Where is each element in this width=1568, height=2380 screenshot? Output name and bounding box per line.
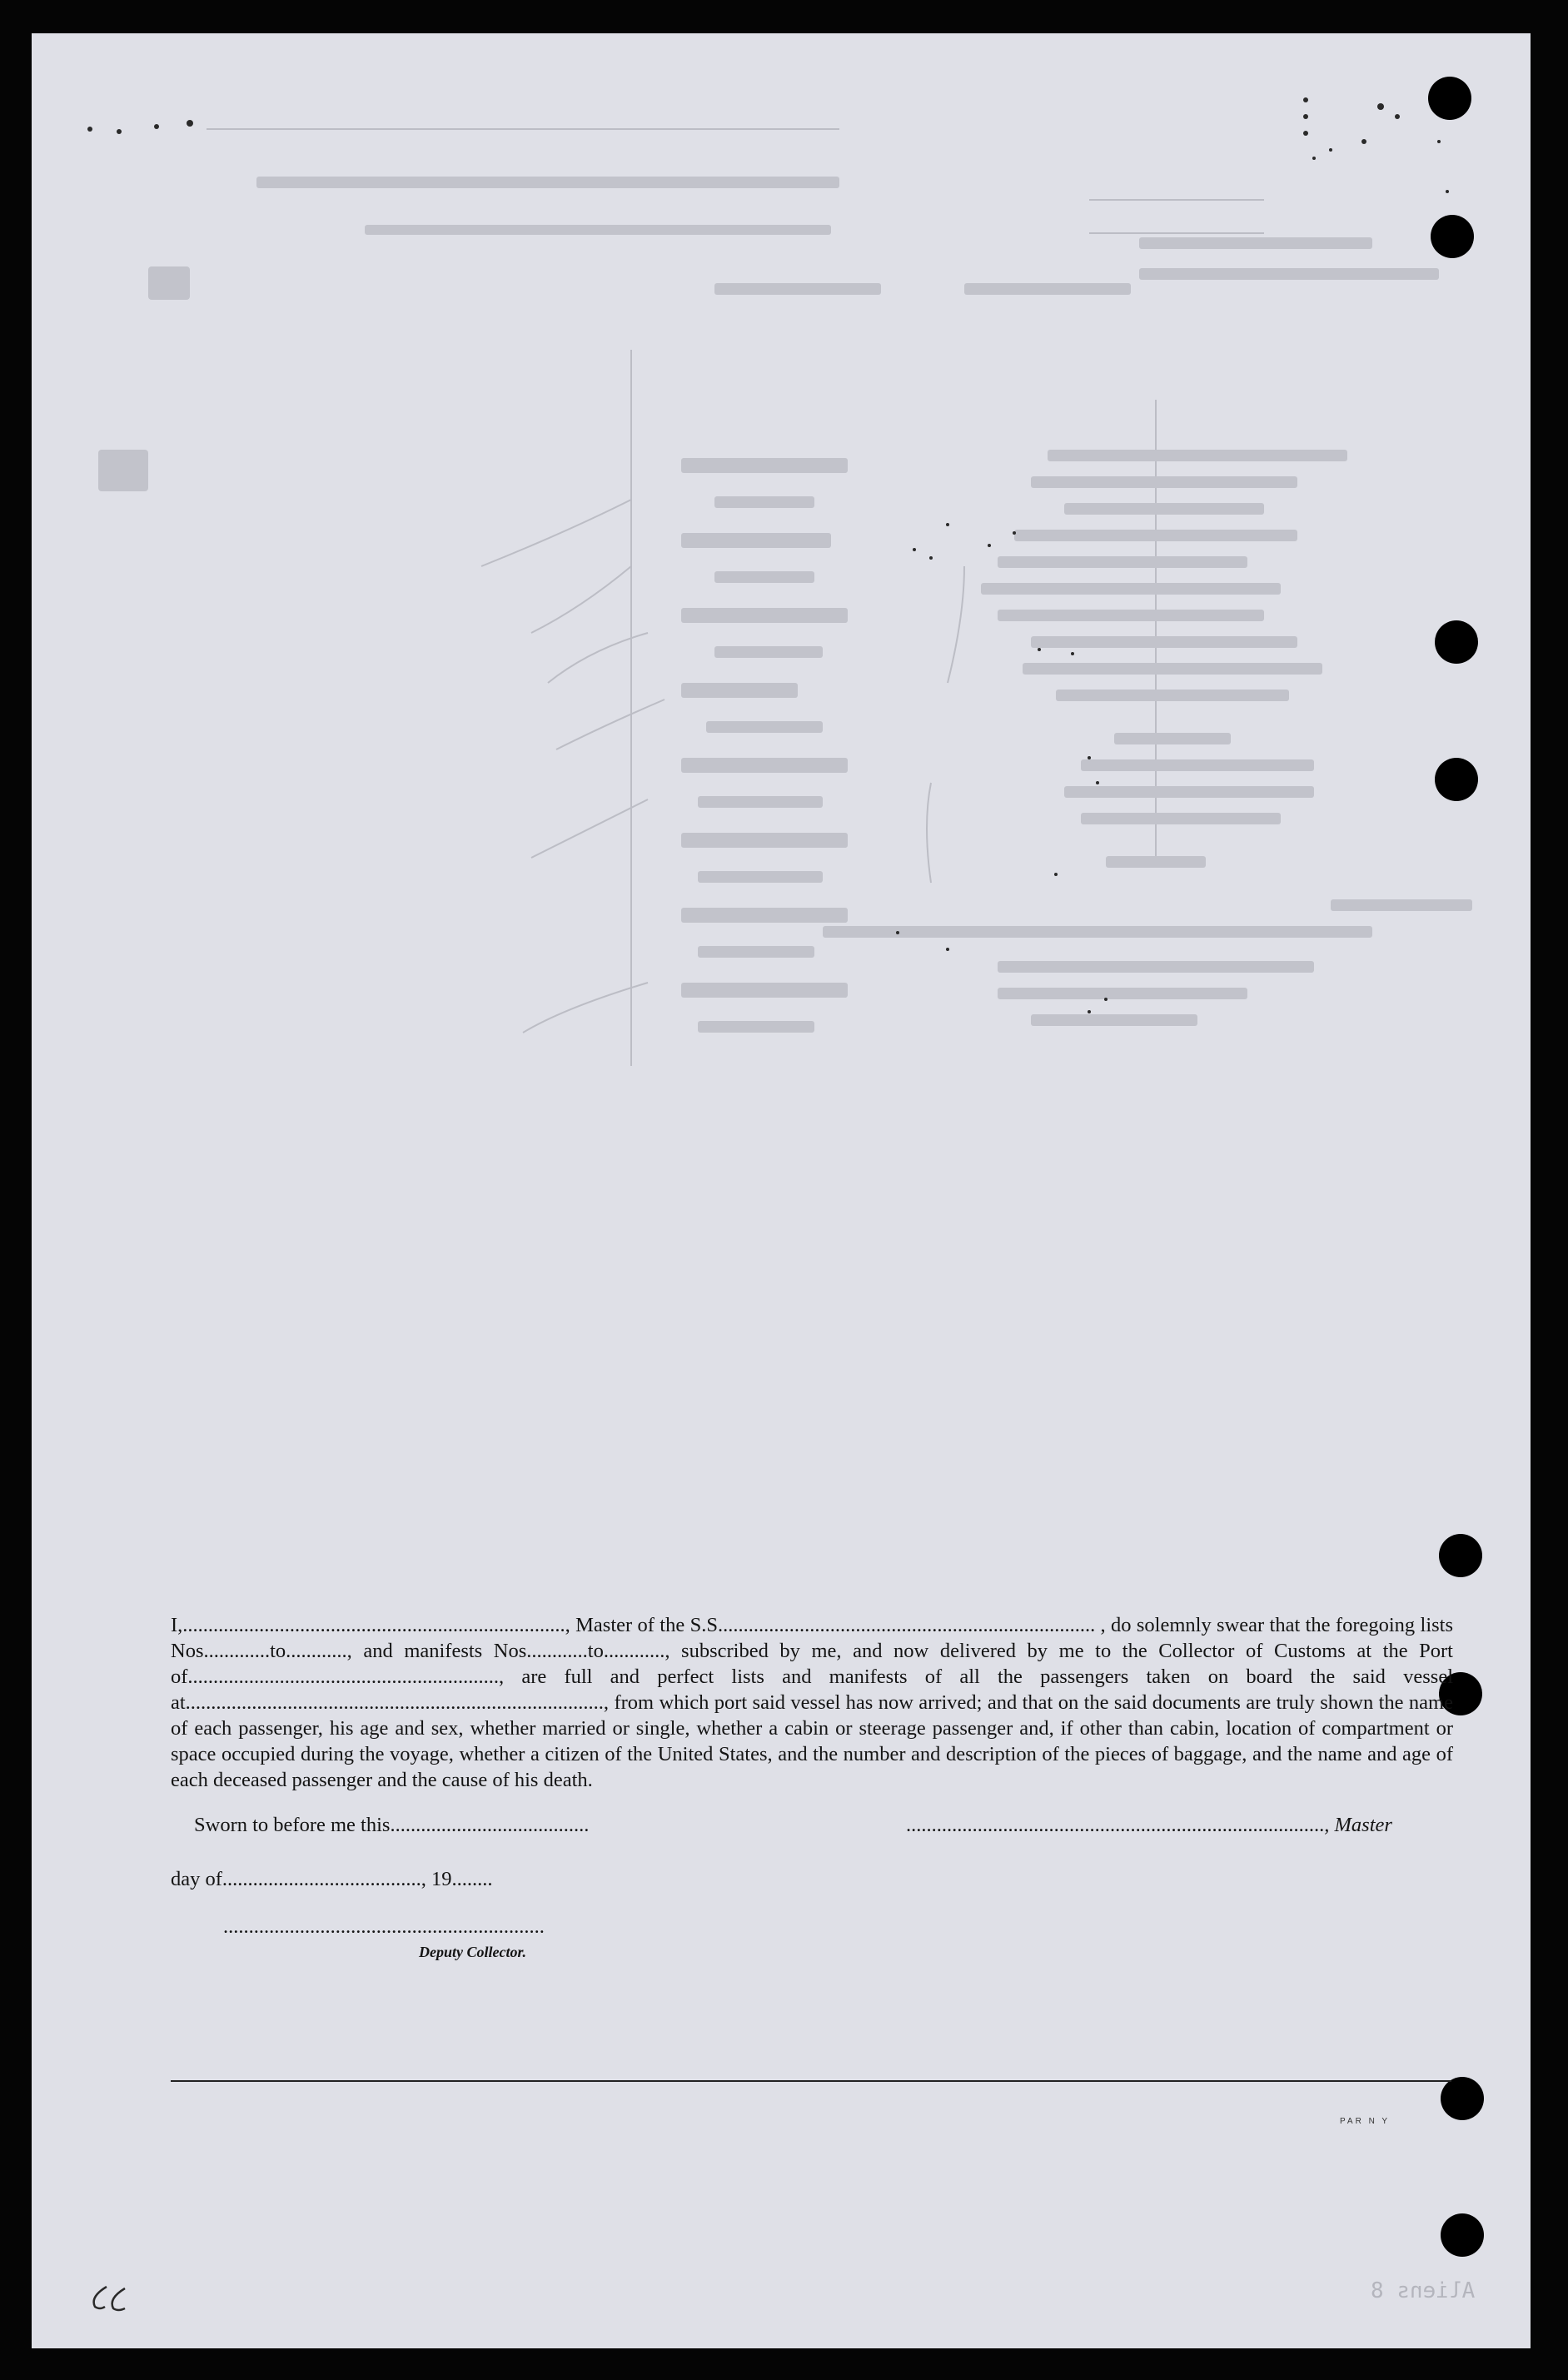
master-oath: [171, 1612, 1453, 1793]
corner-note: Aliens 8: [1371, 2278, 1476, 2303]
oath-paragraph: I,..........................................................................., Master of the S.S.......................................................................... , do solemnly swear that the foregoing lists Nos.............to............, and manifests Nos............to............, subscribed by me, and now delivered by me to the Collector of Customs at the Port of............................................................., are full and perfect lists and manifests of all the passengers taken on board the said vessel at.................................................................................., from which port said vessel has now arrived; and that on the said documents are truly shown the name of each passenger, his age and sex, whether married or single, whether a cabin or steerage passenger and, if other than cabin, location of compartment or space occupied during the voyage, whether a citizen of the United States, and the number and description of the pieces of baggage, and the name and age of each deceased passenger and the cause of his death.: [171, 1614, 1453, 1791]
binder-hole: [1428, 77, 1471, 120]
day-line: [171, 1868, 493, 1891]
day-dots: ......................................., 19........: [222, 1868, 493, 1890]
sworn-line: [194, 1814, 589, 1837]
bottom-rule: [171, 2080, 1451, 2082]
printer-mark: PAR N Y: [1340, 2117, 1391, 2126]
binder-hole: [1441, 2213, 1484, 2257]
binder-hole: [1439, 1534, 1482, 1577]
master-dots: ..................................................................................: [906, 1814, 1325, 1836]
binder-hole: [1435, 758, 1478, 801]
binder-hole: [1431, 215, 1474, 258]
bleed-through-marks: [32, 33, 1531, 1199]
manifest-page: [32, 33, 1531, 2348]
faded-lines: [207, 129, 1264, 1066]
binder-hole: [1435, 620, 1478, 664]
day-label: day of: [171, 1868, 222, 1890]
handwritten-mark-icon: [83, 2282, 133, 2323]
deputy-dots: ...............................................................: [223, 1915, 545, 1938]
master-label: , Master: [1324, 1814, 1392, 1836]
binder-hole: [1441, 2077, 1484, 2120]
deputy-label-row: [419, 1939, 526, 1963]
sworn-dots: .......................................: [390, 1814, 590, 1836]
deputy-label: Deputy Collector.: [419, 1944, 526, 1960]
faded-text-blocks: [98, 177, 1472, 1033]
master-signature-line: [906, 1814, 1392, 1837]
sworn-label: Sworn to before me this: [194, 1814, 391, 1836]
deputy-line: [223, 1915, 545, 1939]
bleed-through-area: [32, 33, 1531, 1199]
